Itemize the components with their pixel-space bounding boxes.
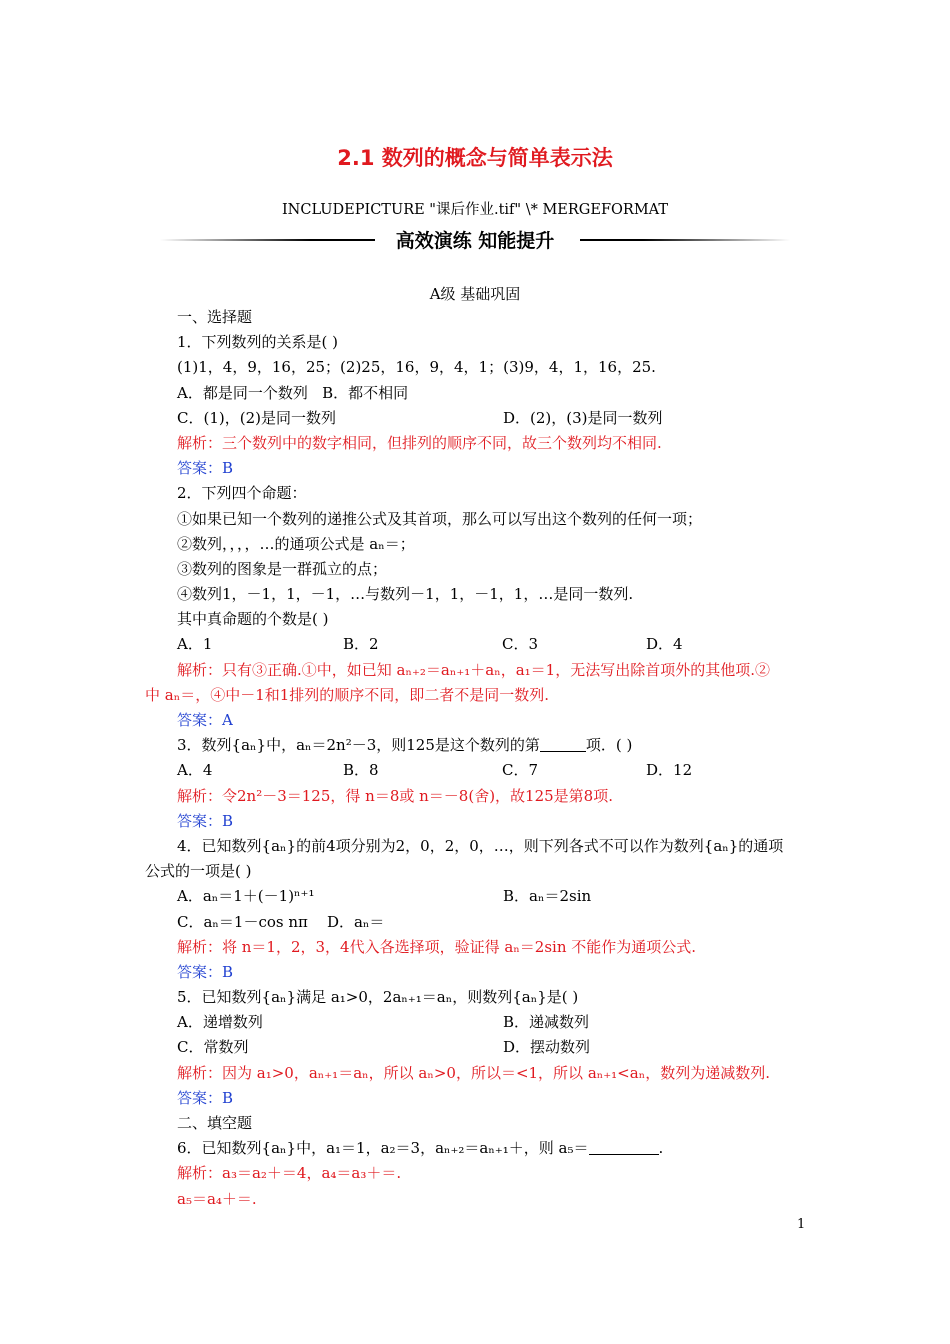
exercise-content xyxy=(145,305,810,1212)
question-4-options-ab xyxy=(145,884,810,909)
question-6-stem-text: 6．已知数列{aₙ}中，a₁＝1，a₂＝3，aₙ₊₂＝aₙ₊₁＋，则 a₅＝ xyxy=(177,1139,589,1158)
page-number: 1 xyxy=(797,1217,806,1232)
banner-line-right xyxy=(580,239,790,241)
section-banner xyxy=(160,226,790,254)
question-1-data: (1)1，4，9，16，25；(2)25，16，9，4，1；(3)9，4，1，16，25. xyxy=(177,358,656,377)
question-4-answer: 答案：B xyxy=(177,962,234,981)
question-1-analysis: 解析：三个数列中的数字相同，但排列的顺序不同，故三个数列均不相同. xyxy=(177,433,662,452)
option-b: B．递减数列 xyxy=(503,1013,590,1032)
option-a: A．递增数列 xyxy=(177,1013,263,1032)
question-4-options-cd xyxy=(145,910,810,935)
field-code: INCLUDEPICTURE "课后作业.tif" \* MERGEFORMAT xyxy=(281,202,669,218)
question-5-stem: 5．已知数列{aₙ}满足 a₁>0，2aₙ₊₁＝aₙ，则数列{aₙ}是( ) xyxy=(177,988,579,1007)
answer-blank xyxy=(589,1138,659,1155)
option-d: D．摆动数列 xyxy=(503,1038,591,1057)
proposition-2: ②数列，，，，…的通项公式是 aₙ＝； xyxy=(177,534,415,553)
banner-text: 高效演练 知能提升 xyxy=(395,230,555,252)
option-c: C．7 xyxy=(502,761,539,780)
question-5-options-ab xyxy=(145,1010,810,1035)
question-3-stem xyxy=(145,733,810,758)
question-5-answer: 答案：B xyxy=(177,1088,234,1107)
proposition-1: ①如果已知一个数列的递推公式及其首项，那么可以写出这个数列的任何一项； xyxy=(177,509,703,528)
question-1-answer: 答案：B xyxy=(177,459,234,478)
question-2-ask: 其中真命题的个数是( ) xyxy=(177,610,329,629)
option-b: B．8 xyxy=(343,761,379,780)
option-c: C．3 xyxy=(502,635,539,654)
question-6-analysis-line-2: a₅＝a₄＋＝. xyxy=(177,1189,257,1208)
question-6-stem-tail: . xyxy=(658,1139,664,1158)
option-a: A．都是同一个数列 xyxy=(177,383,308,402)
question-2-stem: 2．下列四个命题： xyxy=(177,484,307,503)
question-5-options-cd xyxy=(145,1035,810,1060)
option-c: C．aₙ＝1－cos nπ xyxy=(177,912,308,931)
question-5-analysis: 解析：因为 a₁>0，aₙ₊₁＝aₙ，所以 aₙ>0，所以＝<1，所以 aₙ₊₁<aₙ，数列为递减数列. xyxy=(177,1063,770,1082)
question-3-stem-tail: 项．( ) xyxy=(585,736,633,755)
question-3-stem-text: 3．数列{aₙ}中，aₙ＝2n²－3，则125是这个数列的第 xyxy=(177,736,540,755)
option-d: D．aₙ＝ xyxy=(326,912,385,931)
question-3-answer: 答案：B xyxy=(177,811,234,830)
option-d: D．12 xyxy=(646,761,693,780)
question-2-analysis-line-1: 解析：只有③正确.①中，如已知 aₙ₊₂＝aₙ₊₁＋aₙ，a₁＝1，无法写出除首项外的其他项.② xyxy=(177,660,770,679)
proposition-3: ③数列的图象是一群孤立的点； xyxy=(177,559,388,578)
question-6-analysis-line-1: 解析：a₃＝a₂＋＝4，a₄＝a₃＋＝. xyxy=(177,1164,402,1183)
question-2-answer: 答案：A xyxy=(177,711,233,729)
answer-blank xyxy=(540,735,586,752)
option-b: B．都不相同 xyxy=(322,383,409,402)
section-heading: 一、选择题 xyxy=(177,308,253,326)
option-c: C．(1)，(2)是同一数列 xyxy=(177,408,336,427)
option-d: D．4 xyxy=(646,635,683,654)
question-4-stem-line-1: 4．已知数列{aₙ}的前4项分别为2，0，2，0，…，则下列各式不可以作为数列{aₙ}的通项 xyxy=(177,836,784,855)
page-title: 2.1 数列的概念与简单表示法 xyxy=(337,146,613,170)
question-3-options xyxy=(145,758,810,783)
question-4-analysis: 解析：将 n＝1，2，3，4代入各选择项，验证得 aₙ＝2sin 不能作为通项公式. xyxy=(177,937,697,956)
question-6-stem xyxy=(145,1136,810,1161)
option-d: D．(2)，(3)是同一数列 xyxy=(503,408,663,427)
option-a: A．1 xyxy=(177,635,213,654)
question-2-analysis-line-2: 中 aₙ＝，④中－1和1排列的顺序不同，即二者不是同一数列. xyxy=(145,685,550,704)
question-2-options xyxy=(145,632,810,657)
question-3-analysis: 解析：令2n²－3＝125，得 n＝8或 n＝－8(舍)，故125是第8项. xyxy=(177,786,613,805)
question-1-stem: 1．下列数列的关系是( ) xyxy=(177,333,339,352)
level-heading: A级 基础巩固 xyxy=(429,285,521,303)
option-b: B．aₙ＝2sin xyxy=(503,887,592,906)
question-1-options-cd xyxy=(145,406,810,431)
section-heading-2: 二、填空题 xyxy=(177,1114,253,1132)
option-a: A．aₙ＝1＋(－1)ⁿ⁺¹ xyxy=(177,887,315,906)
option-b: B．2 xyxy=(343,635,379,654)
question-4-stem-line-2: 公式的一项是( ) xyxy=(145,862,252,881)
option-c: C．常数列 xyxy=(177,1038,249,1057)
proposition-4: ④数列1，－1，1，－1，…与数列－1，1，－1，1，…是同一数列. xyxy=(177,585,634,604)
question-1-options-ab xyxy=(145,381,810,406)
option-a: A．4 xyxy=(177,761,213,780)
